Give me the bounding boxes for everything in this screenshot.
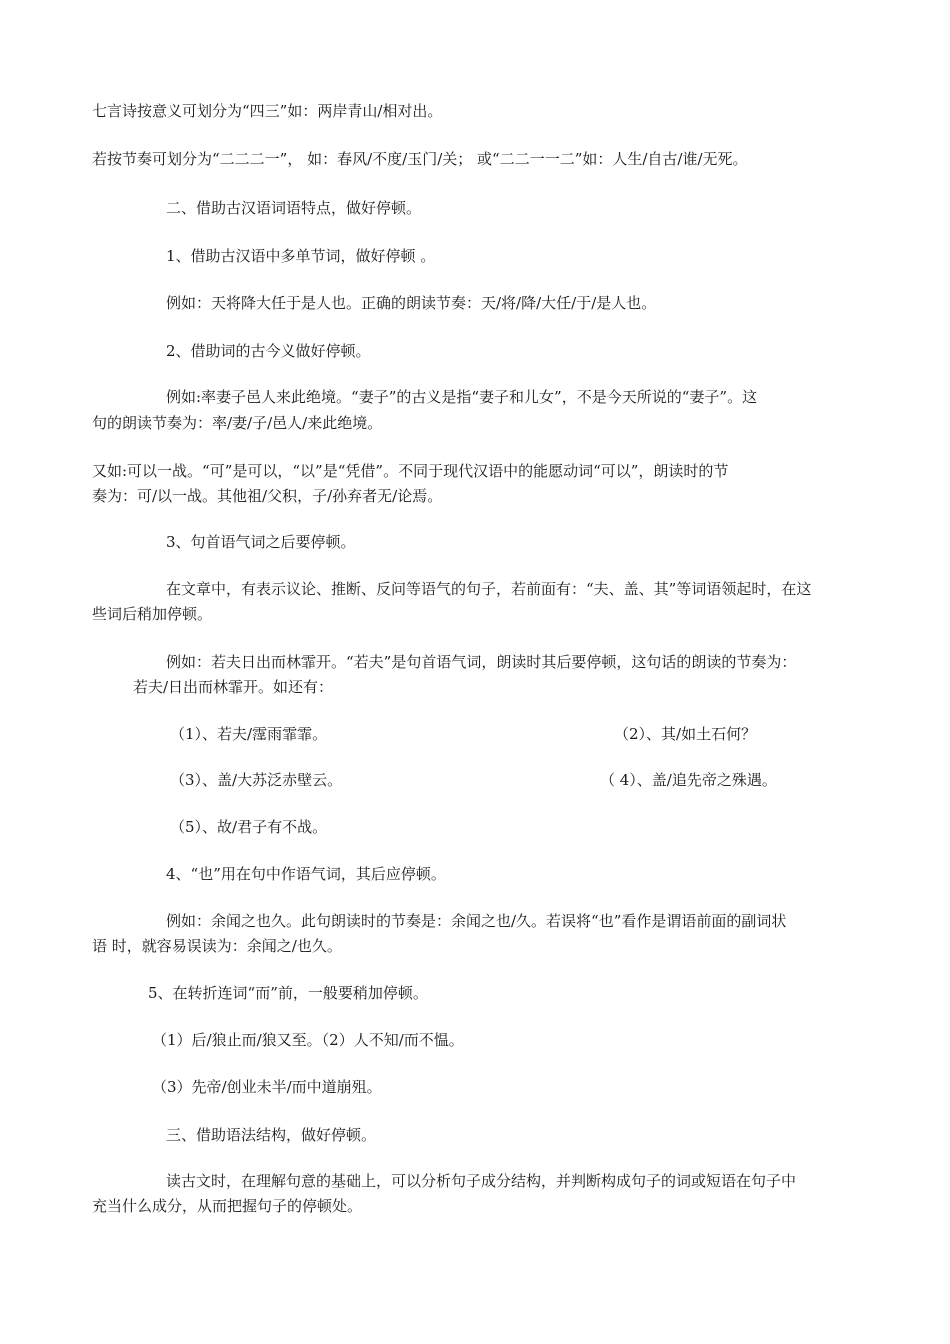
example-line: 例如：余闻之也久。此句朗读时的节奏是：余闻之也/久。若误将“也”看作是谓语前面的副词状 [166, 912, 787, 930]
example-line: 例如:率妻子邑人来此绝境。“妻子”的古义是指“妻子和儿女”，不是今天所说的“妻子”。这 [166, 388, 758, 406]
paragraph-line: 在文章中，有表示议论、推断、反问等语气的句子，若前面有：“夫、盖、其”等词语领起时，在这 [166, 580, 812, 598]
list-item-3: （3）、盖/大苏泛赤壁云。 [170, 771, 343, 789]
subheading-2-1: 1、借助古汉语中多单节词，做好停顿 。 [166, 247, 436, 265]
example-line: 例如：若夫日出而林霏开。“若夫”是句首语气词，朗读时其后要停顿，这句话的朗读的节奏为： [166, 653, 797, 671]
paragraph-line: 读古文时，在理解句意的基础上，可以分析句子成分结构，并判断构成句子的词或短语在句子中 [166, 1172, 797, 1190]
list-item-2: （2）、其/如土石何？ [614, 725, 757, 743]
text-line-qiyan: 七言诗按意义可划分为“四三”如：两岸青山/相对出。 [92, 102, 443, 120]
subheading-2-3: 3、句首语气词之后要停顿。 [166, 533, 356, 551]
list-item-1: （1）、若夫/霪雨霏霏。 [170, 725, 328, 743]
example-line: 又如:可以一战。“可”是可以，“以”是“凭借”。不同于现代汉语中的能愿动词“可以”，朗读时的节 [92, 462, 729, 480]
section-heading-3: 三、借助语法结构，做好停顿。 [166, 1126, 377, 1144]
paragraph-line-cont: 充当什么成分，从而把握句子的停顿处。 [92, 1197, 363, 1215]
list-item-4: （ 4）、盖/追先帝之殊遇。 [600, 771, 777, 789]
text-line-jiezou: 若按节奏可划分为“二二二一”， 如：春风/不度/玉门/关； 或“二二一一二”如：人生/自古/谁/无死。 [92, 150, 748, 168]
paragraph-line-cont: 些词后稍加停顿。 [92, 605, 213, 623]
list-item-5: （5）、故/君子有不战。 [170, 818, 328, 836]
example-line-cont: 奏为：可/以一战。其他祖/父积，子/孙弃者无/论焉。 [92, 487, 443, 505]
example-line-cont: 若夫/日出而林霏开。如还有： [133, 678, 334, 696]
section-heading-2: 二、借助古汉语词语特点，做好停顿。 [166, 199, 422, 217]
subheading-2-2: 2、借助词的古今义做好停顿。 [166, 342, 371, 360]
example-line: （3）先帝/创业未半/而中道崩殂。 [152, 1078, 382, 1096]
subheading-2-5: 5、在转折连词“而”前，一般要稍加停顿。 [148, 984, 428, 1002]
example-line-cont: 语 时，就容易误读为：余闻之/也久。 [92, 937, 342, 955]
example-line: 例如：天将降大任于是人也。正确的朗读节奏：天/将/降/大任/于/是人也。 [166, 294, 657, 312]
example-line-cont: 句的朗读节奏为：率/妻/子/邑人/来此绝境。 [92, 414, 383, 432]
example-line: （1）后/狼止而/狼又至。（2）人不知/而不愠。 [152, 1031, 464, 1049]
subheading-2-4: 4、“也”用在句中作语气词，其后应停顿。 [166, 865, 446, 883]
